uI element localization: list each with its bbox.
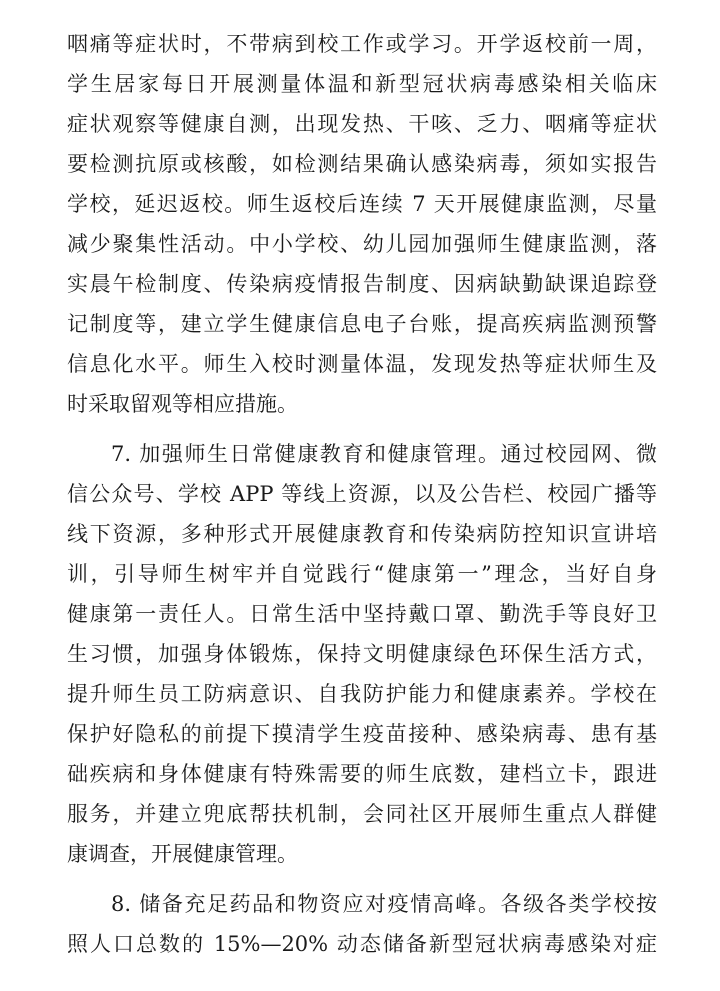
text-line-7: 实晨午检制度、传染病疫情报告制度、因病缺勤缺课追踪登 <box>67 272 657 296</box>
text-line-13: 线下资源，多种形式开展健康教育和传染病防控知识宣讲培 <box>67 522 657 546</box>
text-line-4: 要检测抗原或核酸，如检测结果确认感染病毒，须如实报告 <box>67 152 657 176</box>
text-line-14: 训，引导师生树牢并自觉践行“健康第一”理念，当好自身 <box>67 562 657 586</box>
text-line-19: 础疾病和身体健康有特殊需要的师生底数，建档立卡，跟进 <box>67 762 657 786</box>
text-line-23: 照人口总数的 15%—20% 动态储备新型冠状病毒感染对症 <box>67 932 657 956</box>
text-line-5: 学校，延迟返校。师生返校后连续 7 天开展健康监测，尽量 <box>67 192 657 216</box>
text-line-17: 提升师生员工防病意识、自我防护能力和健康素养。学校在 <box>67 682 657 706</box>
text-line-1: 咽痛等症状时，不带病到校工作或学习。开学返校前一周， <box>67 32 657 56</box>
text-line-16: 生习惯，加强身体锻炼，保持文明健康绿色环保生活方式， <box>67 642 657 666</box>
text-line-21: 康调查，开展健康管理。 <box>67 842 298 866</box>
paragraph-8-heading-line: 8. 储备充足药品和物资应对疫情高峰。各级各类学校按 <box>111 892 657 916</box>
text-line-3: 症状观察等健康自测，出现发热、干咳、乏力、咽痛等症状 <box>67 112 657 136</box>
text-line-18: 保护好隐私的前提下摸清学生疫苗接种、感染病毒、患有基 <box>67 722 657 746</box>
text-line-12: 信公众号、学校 APP 等线上资源，以及公告栏、校园广播等 <box>67 482 657 506</box>
text-line-10: 时采取留观等相应措施。 <box>67 392 298 416</box>
text-line-8: 记制度等，建立学生健康信息电子台账，提高疾病监测预警 <box>67 312 657 336</box>
text-line-9: 信息化水平。师生入校时测量体温，发现发热等症状师生及 <box>67 352 657 376</box>
text-line-15: 健康第一责任人。日常生活中坚持戴口罩、勤洗手等良好卫 <box>67 602 657 626</box>
text-line-6: 减少聚集性活动。中小学校、幼儿园加强师生健康监测，落 <box>67 232 657 256</box>
text-line-2: 学生居家每日开展测量体温和新型冠状病毒感染相关临床 <box>67 72 657 96</box>
paragraph-7-heading-line: 7. 加强师生日常健康教育和健康管理。通过校园网、微 <box>111 442 657 466</box>
text-line-20: 服务，并建立兜底帮扶机制，会同社区开展师生重点人群健 <box>67 802 657 826</box>
